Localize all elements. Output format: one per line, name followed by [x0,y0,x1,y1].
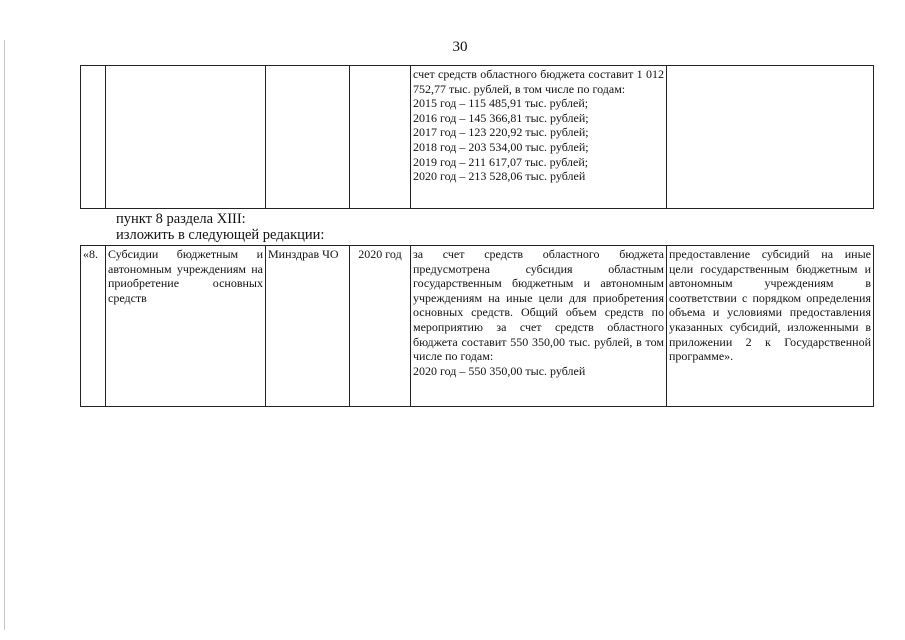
cell-number [81,66,106,209]
funding-year-2019: 2019 год – 211 617,07 тыс. рублей; [413,154,589,169]
funding-intro: счет средств областного бюджета составит 1 012 752,77 тыс. рублей, в том числе по годам: [413,67,664,96]
continued-table [80,65,874,209]
cell-funding [411,246,667,407]
cell-measure-name [106,66,266,209]
funding-year-2015: 2015 год – 115 485,91 тыс. рублей; [413,96,589,111]
funding-year-2020: 2020 год – 550 350,00 тыс. рублей [413,363,586,378]
funding-year-2018: 2018 год – 203 534,00 тыс. рублей; [413,139,589,154]
cell-executor: Минздрав ЧО [266,246,350,407]
amended-table [80,245,874,407]
cell-note: предоставление субсидий на иные цели государственным бюджетным и автономным учреждениям в соответствии с порядком определения объема и условиями предоставления указанных субсидий, изложенными в приложении 2 к Государственной программе». [667,246,874,407]
page-number: 30 [452,39,468,55]
cell-note [667,66,874,209]
cell-funding [411,66,667,209]
instruction-line-1: пункт 8 раздела XIII: [116,211,246,227]
scan-margin-line [4,40,5,630]
cell-number: «8. [81,246,106,407]
funding-text: за счет средств областного бюджета предусмотрена субсидия областным государственным бюджетным и автономным учреждениям на иные цели для приобретения основных средств. Общий объем средств по мероприятию за счет средств областного бюджета составит 550 350,00 тыс. рублей, в том числе по годам: [413,247,664,364]
funding-year-2020: 2020 год – 213 528,06 тыс. рублей [413,169,586,184]
table-row [81,246,874,407]
cell-executor [266,66,350,209]
funding-year-2016: 2016 год – 145 366,81 тыс. рублей; [413,110,589,125]
instruction-line-2: изложить в следующей редакции: [116,227,325,243]
funding-year-2017: 2017 год – 123 220,92 тыс. рублей; [413,125,589,140]
cell-period [350,66,411,209]
cell-period: 2020 год [350,246,411,407]
table-row [81,66,874,209]
cell-measure-name: Субсидии бюджетным и автономным учреждениям на приобретение основных средств [106,246,266,407]
